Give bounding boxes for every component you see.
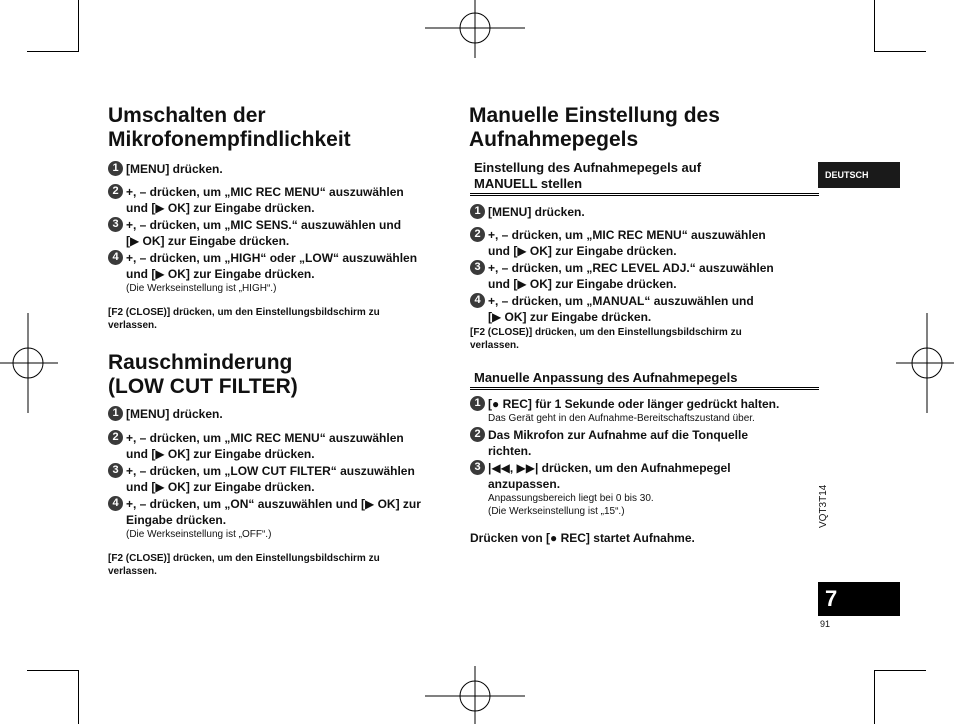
heading-line: Manuelle Einstellung des: [469, 104, 720, 127]
step-number-icon: 4: [108, 496, 123, 511]
registration-mark: [425, 664, 525, 724]
step-text: +, – drücken, um „MANUAL“ auszuwählen und [▶ OK] zur Eingabe drücken.: [488, 294, 754, 324]
subsection-title-line: Einstellung des Aufnahmepegels auf: [474, 160, 702, 175]
step-number-icon: 1: [108, 161, 123, 176]
subsection-title-line: MANUELL stellen: [474, 176, 583, 191]
step-text: +, – drücken, um „MIC REC MENU“ auszuwählen und [▶ OK] zur Eingabe drücken.: [126, 185, 404, 215]
registration-mark: [0, 313, 60, 413]
step-item: [470, 227, 800, 259]
step-number-icon: 3: [108, 463, 123, 478]
step-text: +, – drücken, um „REC LEVEL ADJ.“ auszuwählen und [▶ OK] zur Eingabe drücken.: [488, 261, 774, 291]
step-text: [● REC] für 1 Sekunde oder länger gedrückt halten.: [488, 397, 780, 411]
step-text: +, – drücken, um „ON“ auszuwählen und [▶ OK] zur Eingabe drücken.: [126, 497, 421, 527]
step-number-icon: 1: [470, 396, 485, 411]
section-heading-manual-level: [469, 104, 720, 152]
step-note: Anpassungsbereich liegt bei 0 bis 30. (Die Werkseinstellung ist „15“.): [488, 493, 654, 517]
step-number-icon: 2: [470, 227, 485, 242]
step-text: [MENU] drücken.: [126, 162, 223, 176]
step-item: [108, 463, 438, 495]
step-note: (Die Werkseinstellung ist „OFF“.): [126, 529, 272, 540]
step-text: [MENU] drücken.: [488, 205, 585, 219]
step-number-icon: 3: [470, 460, 485, 475]
step-item: [108, 496, 438, 541]
heading-line: Umschalten der: [108, 104, 266, 127]
section-heading-mic-sensitivity: [108, 104, 351, 152]
step-text: Das Mikrofon zur Aufnahme auf die Tonquelle richten.: [488, 428, 749, 458]
crop-mark: [27, 670, 79, 671]
step-item: [470, 204, 800, 220]
step-number-icon: 4: [470, 293, 485, 308]
chapter-tab: 7: [818, 582, 900, 616]
crop-mark: [78, 0, 79, 52]
step-note: (Die Werkseinstellung ist „HIGH“.): [126, 283, 277, 294]
step-item: [470, 427, 800, 459]
step-number-icon: 2: [470, 427, 485, 442]
step-number-icon: 3: [108, 217, 123, 232]
step-text: +, – drücken, um „MIC REC MENU“ auszuwählen und [▶ OK] zur Eingabe drücken.: [126, 431, 404, 461]
step-number-icon: 3: [470, 260, 485, 275]
section-heading-low-cut-filter: [108, 351, 298, 399]
subsection-title: [470, 160, 819, 196]
step-item: [108, 406, 438, 422]
document-code: VQT3T14: [818, 484, 829, 528]
step-text: +, – drücken, um „MIC REC MENU“ auszuwählen und [▶ OK] zur Eingabe drücken.: [488, 228, 766, 258]
step-note: Das Gerät geht in den Aufnahme-Bereitschaftszustand über.: [488, 413, 755, 424]
crop-mark: [874, 670, 875, 724]
footnote: [F2 (CLOSE)] drücken, um den Einstellungsbildschirm zu verlassen.: [108, 307, 380, 331]
step-item: [470, 293, 800, 325]
page-number: 91: [820, 619, 831, 629]
crop-mark: [874, 670, 926, 671]
step-text: |◀◀, ▶▶| drücken, um den Aufnahmepegel anzupassen.: [488, 461, 731, 491]
footnote: [F2 (CLOSE)] drücken, um den Einstellungsbildschirm zu verlassen.: [470, 327, 742, 351]
step-number-icon: 4: [108, 250, 123, 265]
final-note: Drücken von [● REC] startet Aufnahme.: [470, 531, 695, 545]
crop-mark: [27, 51, 79, 52]
step-number-icon: 2: [108, 430, 123, 445]
step-number-icon: 1: [108, 406, 123, 421]
step-item: [470, 396, 820, 425]
crop-mark: [874, 0, 875, 52]
heading-line: Mikrofonempfindlichkeit: [108, 128, 351, 151]
subsection-title-line: Manuelle Anpassung des Aufnahmepegels: [474, 370, 738, 385]
crop-mark: [78, 670, 79, 724]
step-text: +, – drücken, um „HIGH“ oder „LOW“ auszuwählen und [▶ OK] zur Eingabe drücken.: [126, 251, 418, 281]
crop-mark: [874, 51, 926, 52]
heading-line: Aufnahmepegels: [469, 128, 639, 151]
step-item: [108, 161, 438, 177]
registration-mark: [425, 0, 525, 60]
step-item: [108, 184, 438, 216]
step-item: [108, 250, 438, 295]
step-number-icon: 2: [108, 184, 123, 199]
step-item: [108, 217, 438, 249]
heading-line: (LOW CUT FILTER): [108, 375, 298, 398]
subsection-title: [470, 370, 819, 390]
step-text: +, – drücken, um „MIC SENS.“ auszuwählen und [▶ OK] zur Eingabe drücken.: [126, 218, 402, 248]
step-text: [MENU] drücken.: [126, 407, 223, 421]
language-tab: DEUTSCH: [818, 162, 900, 188]
registration-mark: [894, 313, 954, 413]
step-item: [470, 260, 800, 292]
footnote: [F2 (CLOSE)] drücken, um den Einstellungsbildschirm zu verlassen.: [108, 553, 380, 577]
step-item: [470, 460, 800, 518]
step-item: [108, 430, 438, 462]
step-number-icon: 1: [470, 204, 485, 219]
step-text: +, – drücken, um „LOW CUT FILTER“ auszuwählen und [▶ OK] zur Eingabe drücken.: [126, 464, 415, 494]
heading-line: Rauschminderung: [108, 351, 293, 374]
